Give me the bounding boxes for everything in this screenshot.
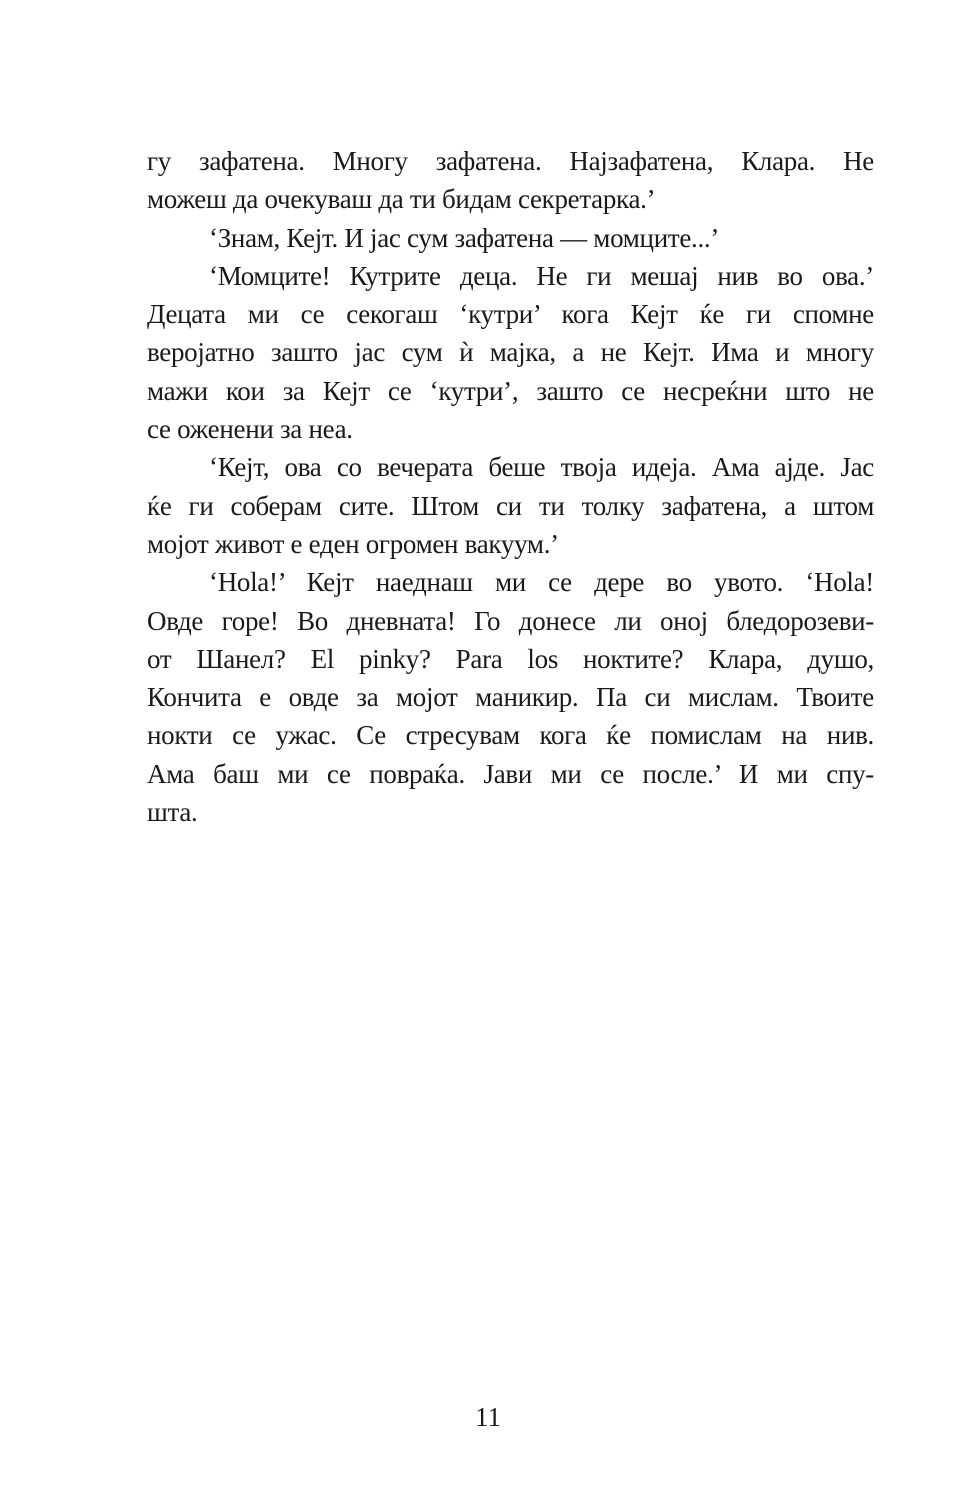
text-line: Кончита е овде за мојот маникир. Па си мислам. Твоите bbox=[147, 682, 874, 713]
text-line: се оженени за неа. bbox=[147, 414, 353, 445]
text-line: ќе ги соберам сите. Штом си ти толку зафатена, а штом bbox=[147, 490, 874, 521]
body-text bbox=[147, 142, 874, 831]
text-line: ‘Hola!’ Кејт наеднаш ми се дере во увото. ‘Hola! bbox=[209, 567, 874, 598]
text-line: Овде горе! Во дневната! Го донесе ли оној бледорозеви- bbox=[147, 605, 874, 636]
text-line: гу зафатена. Многу зафатена. Најзафатена, Клара. Не bbox=[147, 146, 874, 176]
text-line: веројатно зашто јас сум ѝ мајка, а не Кејт. Има и многу bbox=[147, 337, 874, 368]
text-line: нокти се ужас. Се стресувам кога ќе помислам на нив. bbox=[147, 720, 874, 751]
text-line: Ама баш ми се повраќа. Јави ми се после.’ И ми спу- bbox=[147, 758, 874, 789]
page-number: 11 bbox=[475, 1402, 501, 1432]
text-line: Децата ми се секогаш ‘кутри’ кога Кејт ќе ги спомне bbox=[147, 299, 874, 330]
text-line: от Шанел? El pinky? Para los ноктите? Клара, душо, bbox=[147, 643, 874, 674]
text-line: мажи кои за Кејт се ‘кутри’, зашто се несреќни што не bbox=[147, 375, 874, 406]
text-line: шта. bbox=[147, 797, 198, 828]
text-line: ‘Кејт, ова со вечерата беше твоја идеја. Ама ајде. Јас bbox=[209, 452, 874, 483]
text-line: ‘Момците! Кутрите деца. Не ги мешај нив во ова.’ bbox=[209, 260, 874, 291]
text-line: ‘Знам, Кејт. И јас сум зафатена — момците...’ bbox=[209, 222, 720, 253]
text-line: мојот живот е еден огромен вакуум.’ bbox=[147, 528, 559, 559]
text-line: можеш да очекуваш да ти бидам секретарка.’ bbox=[147, 184, 656, 215]
